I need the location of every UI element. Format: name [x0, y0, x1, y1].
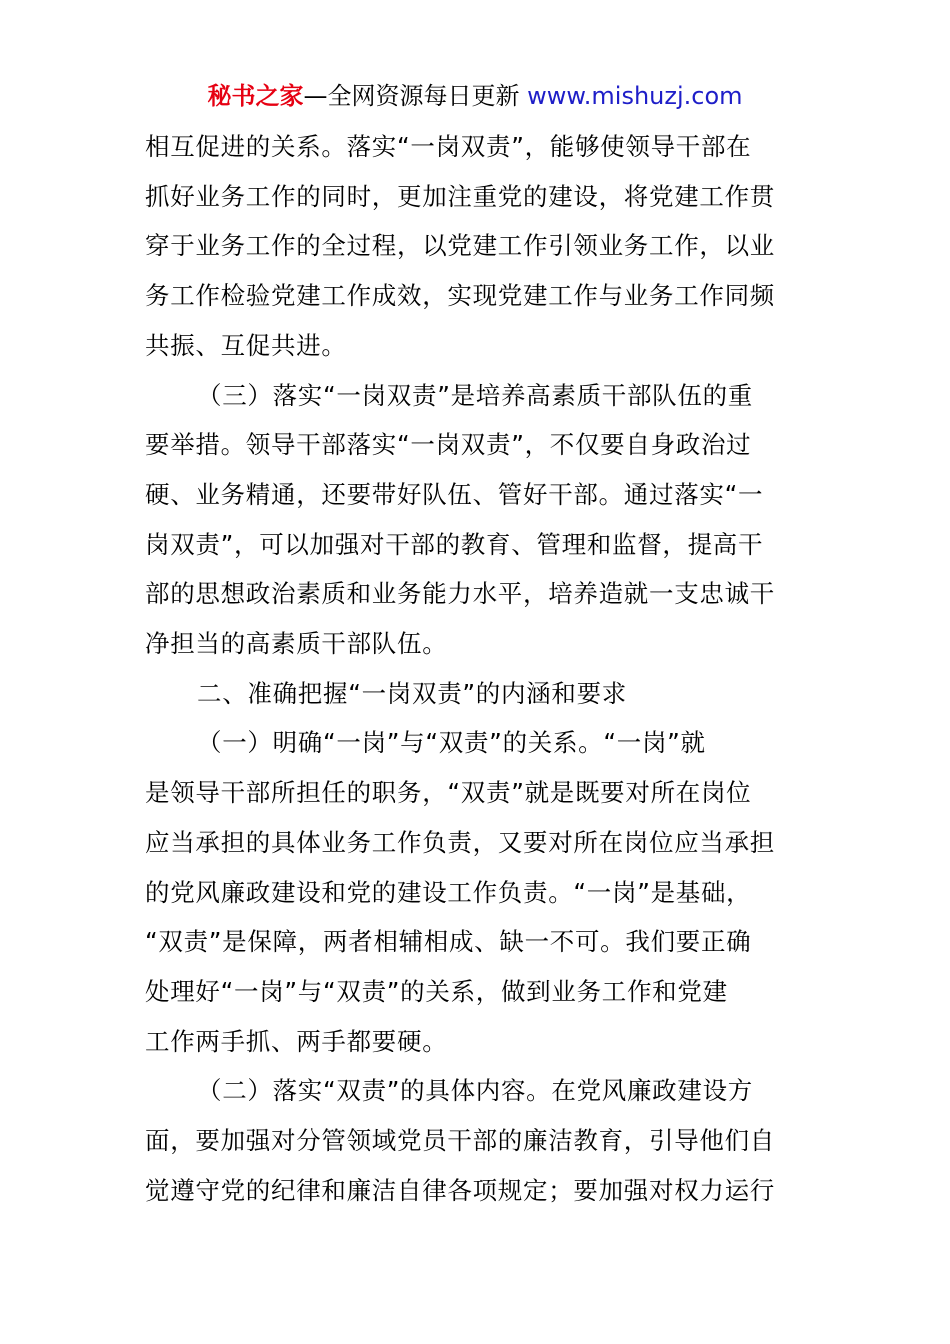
text-line: 觉遵守党的纪律和廉洁自律各项规定；要加强对权力运行: [145, 1175, 775, 1205]
paragraph-continuation: [145, 122, 808, 371]
text-line: （三）落实“一岗双责”是培养高素质干部队伍的重: [197, 380, 753, 410]
paragraph-subsection-1: [145, 718, 808, 1066]
brand-name: 秘书之家: [207, 82, 304, 110]
header-tagline: —全网资源每日更新: [303, 82, 520, 110]
site-url-link[interactable]: www.mishuzj.com: [527, 82, 743, 110]
text-line: 是领导干部所担任的职务，“双责”就是既要对所在岗位: [145, 778, 752, 808]
text-line: （二）落实“双责”的具体内容。在党风廉政建设方: [197, 1076, 753, 1106]
text-line: 面，要加强对分管领域党员干部的廉洁教育，引导他们自: [145, 1126, 775, 1156]
text-line: 部的思想政治素质和业务能力水平，培养造就一支忠诚干: [145, 579, 775, 609]
text-line: 应当承担的具体业务工作负责，又要对所在岗位应当承担: [145, 827, 775, 857]
text-line: 务工作检验党建工作成效，实现党建工作与业务工作同频: [145, 281, 775, 311]
heading-text: 二、准确把握“一岗双责”的内涵和要求: [197, 678, 627, 708]
text-line: 净担当的高素质干部队伍。: [145, 629, 448, 659]
text-line: 工作两手抓、两手都要硬。: [145, 1026, 448, 1056]
text-line: 岗双责”，可以加强对干部的教育、管理和监督，提高干: [145, 529, 764, 559]
text-line: 硬、业务精通，还要带好队伍、管好干部。通过落实“一: [145, 479, 764, 509]
text-line: 穿于业务工作的全过程，以党建工作引领业务工作，以业: [145, 231, 775, 261]
section-heading: [145, 669, 808, 719]
document-body: [145, 122, 808, 1215]
paragraph-section-3: [145, 371, 808, 669]
paragraph-subsection-2: [145, 1066, 808, 1215]
text-line: 要举措。领导干部落实“一岗双责”，不仅要自身政治过: [145, 430, 752, 460]
text-line: 的党风廉政建设和党的建设工作负责。“一岗”是基础，: [145, 877, 752, 907]
text-line: 处理好“一岗”与“双责”的关系，做到业务工作和党建: [145, 976, 728, 1006]
text-line: 相互促进的关系。落实“一岗双责”，能够使领导干部在: [145, 132, 752, 161]
text-line: 共振、互促共进。: [145, 330, 347, 360]
text-line: （一）明确“一岗”与“双责”的关系。“一岗”就: [197, 728, 706, 758]
site-header: [0, 80, 950, 112]
text-line: “双责”是保障，两者相辅相成、缺一不可。我们要正确: [145, 927, 752, 957]
text-line: 抓好业务工作的同时，更加注重党的建设，将党建工作贯: [145, 181, 775, 211]
